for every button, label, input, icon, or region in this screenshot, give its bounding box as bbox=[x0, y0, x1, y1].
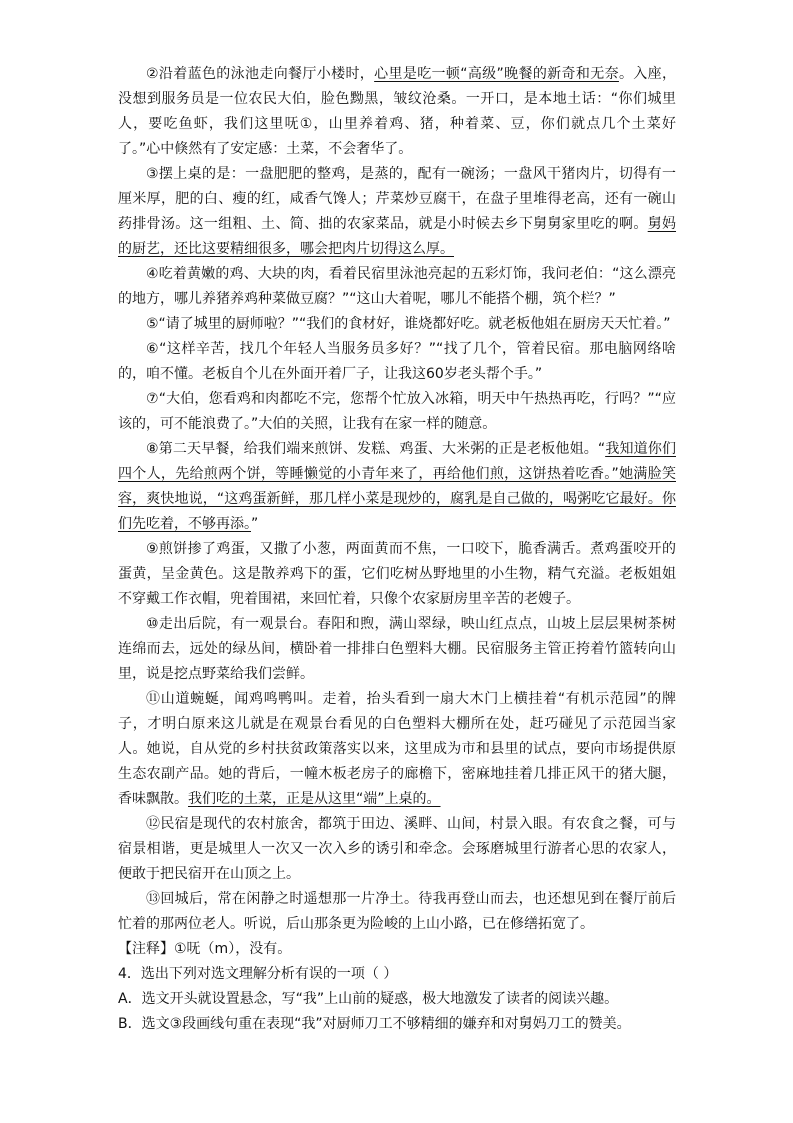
paragraph-p2 bbox=[118, 62, 676, 162]
underlined-sentence: 我们吃的土菜，正是从这里“端”上桌的。 bbox=[188, 791, 441, 807]
paragraph-p11 bbox=[118, 687, 676, 812]
text-run: ⑧第二天早餐，给我们端来煎饼、发糕、鸡蛋、大米粥的正是老板他姐。“ bbox=[146, 441, 606, 457]
question-stem: 4．选出下列对选文理解分析有误的一项（ ） bbox=[118, 966, 398, 982]
paragraph-p7 bbox=[118, 387, 676, 437]
text-run: ⑤“请了城里的厨师啦？”“我们的食材好，谁烧都好吃。就老板他姐在厨房天天忙着。” bbox=[146, 316, 671, 332]
text-run: ②沿着蓝色的泳池走向餐厅小楼时， bbox=[146, 66, 375, 82]
text-run: ” bbox=[251, 516, 259, 532]
paragraph-p6 bbox=[118, 337, 676, 387]
underlined-sentence: 我知道你们四个人，先给煎两个饼，等睡懒觉的小青年来了，再给他们煎，这饼热着吃香。”她满脸笑容，爽快地说，“这鸡蛋新鲜，那几样小菜是现炒的，腐乳是自己做的，喝粥吃它最好。你们先吃着，不够再添。 bbox=[118, 441, 676, 532]
underlined-sentence: 心里是吃一顿“高级”晚餐的新奇和无奈 bbox=[374, 66, 619, 82]
text-run: 。入座，没想到服务员是一位农民大伯，脸色黝黑，皱纹沧桑。一开口，是本地土话：“你们城里人，要吃鱼虾，我们这里呒①，山里养着鸡、猪，种着菜、豆，你们就点几个土菜好了。”心中倏然有了安定感：土菜，不会奢华了。 bbox=[118, 66, 676, 157]
paragraph-p3 bbox=[118, 162, 676, 262]
underlined-sentence: 舅妈的厨艺，还比这要精细很多，哪会把肉片切得这么厚。 bbox=[118, 216, 677, 257]
option-a: A．选文开头就设置悬念，写“我”上山前的疑惑，极大地激发了读者的阅读兴趣。 bbox=[118, 991, 619, 1007]
text-run: ⑩走出后院，有一观景台。春阳和煦，满山翠绿，映山红点点，山坡上层层果树茶树连绵而去，远处的绿丛间，横卧着一排排白色塑料大棚。民宿服务主管正挎着竹篮转向山里，说是挖点野菜给我们尝鲜。 bbox=[118, 616, 676, 682]
paragraph-p10 bbox=[118, 612, 676, 687]
document-page bbox=[118, 62, 676, 1037]
text-run: ④吃着黄嫩的鸡、大块的肉，看着民宿里泳池亮起的五彩灯饰，我问老伯：“这么漂亮的地方，哪儿养猪养鸡种菜做豆腐？”“这山大着呢，哪儿不能搭个棚，筑个栏？” bbox=[118, 266, 676, 307]
text-run: ③摆上桌的是：一盘肥肥的整鸡，是蒸的，配有一碗汤；一盘风干猪肉片，切得有一厘米厚，肥的白、瘦的红，咸香气馋人；芹菜炒豆腐干，在盘子里堆得老高，还有一碗山药排骨汤。这一组粗、土、简、拙的农家菜品，就是小时候去乡下舅舅家里吃的啊。 bbox=[118, 166, 676, 232]
paragraph-p12 bbox=[118, 812, 676, 887]
text-run: ⑬回城后，常在闲静之时遥想那一片净土。待我再登山而去，也还想见到在餐厅前后忙着的那两位老人。听说，后山那条更为险峻的上山小路，已在修缮拓宽了。 bbox=[118, 891, 676, 932]
text-run: ⑪山道蜿蜒，闻鸡鸣鸭叫。走着，抬头看到一扇大木门上横挂着“有机示范园”的牌子，才明白原来这儿就是在观景台看见的白色塑料大棚所在处，赶巧碰见了示范园当家人。她说，自从党的乡村扶贫政策落实以来，这里成为市和县里的试点，要向市场提供原生态农副产品。她的背后，一幢木板老房子的廊檐下，密麻地挂着几排正风干的猪大腿，香味飘散。 bbox=[118, 691, 676, 807]
text-run: ⑥“这样辛苦，找几个年轻人当服务员多好？”“找了几个，管着民宿。那电脑网络啥的，咱不懂。老板自个儿在外面开着厂子，让我这60岁老头帮个手。” bbox=[118, 341, 676, 382]
option-b: B．选文③段画线句重在表现“我”对厨师刀工不够精细的嫌弃和对舅妈刀工的赞美。 bbox=[118, 1016, 631, 1032]
text-run: ⑨煎饼掺了鸡蛋，又撒了小葱，两面黄而不焦，一口咬下，脆香满舌。煮鸡蛋咬开的蛋黄，呈金黄色。这是散养鸡下的蛋，它们吃树丛野地里的小生物，精气充溢。老板姐姐不穿戴工作衣帽，兜着围裙，来回忙着，只像个农家厨房里辛苦的老嫂子。 bbox=[118, 541, 676, 607]
footnote: 【注释】①呒（m），没有。 bbox=[118, 941, 292, 957]
paragraph-p13 bbox=[118, 887, 676, 937]
paragraph-p4 bbox=[118, 262, 676, 312]
text-run: ⑫民宿是现代的农村旅舍，都筑于田边、溪畔、山间，村景入眼。有农食之餐，可与宿景相谐，更是城里人一次又一次入乡的诱引和牵念。会琢磨城里行游者心思的农家人，便敢于把民宿开在山顶之上。 bbox=[118, 816, 676, 882]
text-run: ⑦“大伯，您看鸡和肉都吃不完，您帮个忙放入冰箱，明天中午热热再吃，行吗？”“应该的，可不能浪费了。”大伯的关照，让我有在家一样的随意。 bbox=[118, 391, 676, 432]
paragraph-p5 bbox=[118, 312, 676, 337]
paragraph-p8 bbox=[118, 437, 676, 537]
paragraph-p9 bbox=[118, 537, 676, 612]
article-body bbox=[118, 62, 676, 937]
